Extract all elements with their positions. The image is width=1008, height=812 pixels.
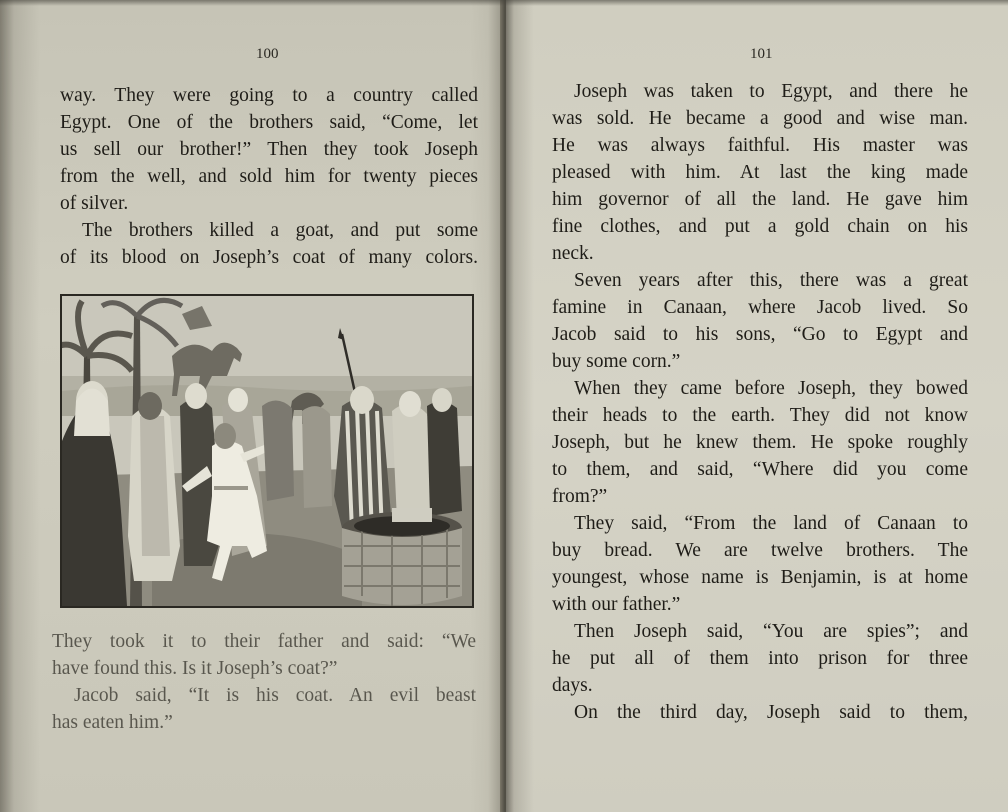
text-line: On the third day, Joseph said to them,	[574, 702, 968, 723]
text-line: was sold. He became a good and wise man.	[552, 108, 968, 129]
left-page-lower-text	[52, 628, 476, 736]
text-line: way. They were going to a country called	[60, 85, 478, 106]
text-line: days.	[552, 675, 593, 696]
right-page	[506, 0, 1008, 812]
text-line: Egypt. One of the brothers said, “Come, let	[60, 112, 478, 133]
text-line: of its blood on Joseph’s coat of many colors.	[60, 247, 478, 268]
page-number: 100	[256, 46, 279, 62]
illustration	[60, 294, 474, 608]
left-page-upper-text	[60, 82, 478, 271]
text-line: Seven years after this, there was a great	[574, 270, 968, 291]
text-line: pleased with him. At last the king made	[552, 162, 968, 183]
text-line: their heads to the earth. They did not know	[552, 405, 968, 426]
text-line: buy some corn.”	[552, 351, 681, 372]
text-line: him governor of all the land. He gave him	[552, 189, 968, 210]
text-line: with our father.”	[552, 594, 681, 615]
text-line: Jacob said to his sons, “Go to Egypt and	[552, 324, 968, 345]
page-number: 101	[750, 46, 773, 62]
text-line: Then Joseph said, “You are spies”; and	[574, 621, 968, 642]
text-line: from the well, and sold him for twenty pieces	[60, 166, 478, 187]
text-line: of silver.	[60, 193, 129, 214]
text-line: When they came before Joseph, they bowed	[574, 378, 968, 399]
page-top-shadow	[0, 0, 1008, 6]
text-line: Joseph, but he knew them. He spoke roughly	[552, 432, 968, 453]
text-line: He was always faithful. His master was	[552, 135, 968, 156]
text-line: Jacob said, “It is his coat. An evil beast	[74, 685, 476, 706]
text-line: famine in Canaan, where Jacob lived. So	[552, 297, 968, 318]
text-line: youngest, whose name is Benjamin, is at home	[552, 567, 968, 588]
text-line: to them, and said, “Where did you come	[552, 459, 968, 480]
text-line: They said, “From the land of Canaan to	[574, 513, 968, 534]
text-line: from?”	[552, 486, 608, 507]
text-line: Joseph was taken to Egypt, and there he	[574, 81, 968, 102]
text-line: buy bread. We are twelve brothers. The	[552, 540, 968, 561]
text-line: us sell our brother!” Then they took Joseph	[60, 139, 478, 160]
text-line: They took it to their father and said: “We	[52, 631, 476, 652]
text-line: The brothers killed a goat, and put some	[82, 220, 478, 241]
text-line: has eaten him.”	[52, 712, 173, 733]
text-line: have found this. Is it Joseph’s coat?”	[52, 658, 338, 679]
text-line: fine clothes, and put a gold chain on his	[552, 216, 968, 237]
text-line: neck.	[552, 243, 594, 264]
text-line: he put all of them into prison for three	[552, 648, 968, 669]
right-page-text	[552, 78, 968, 726]
